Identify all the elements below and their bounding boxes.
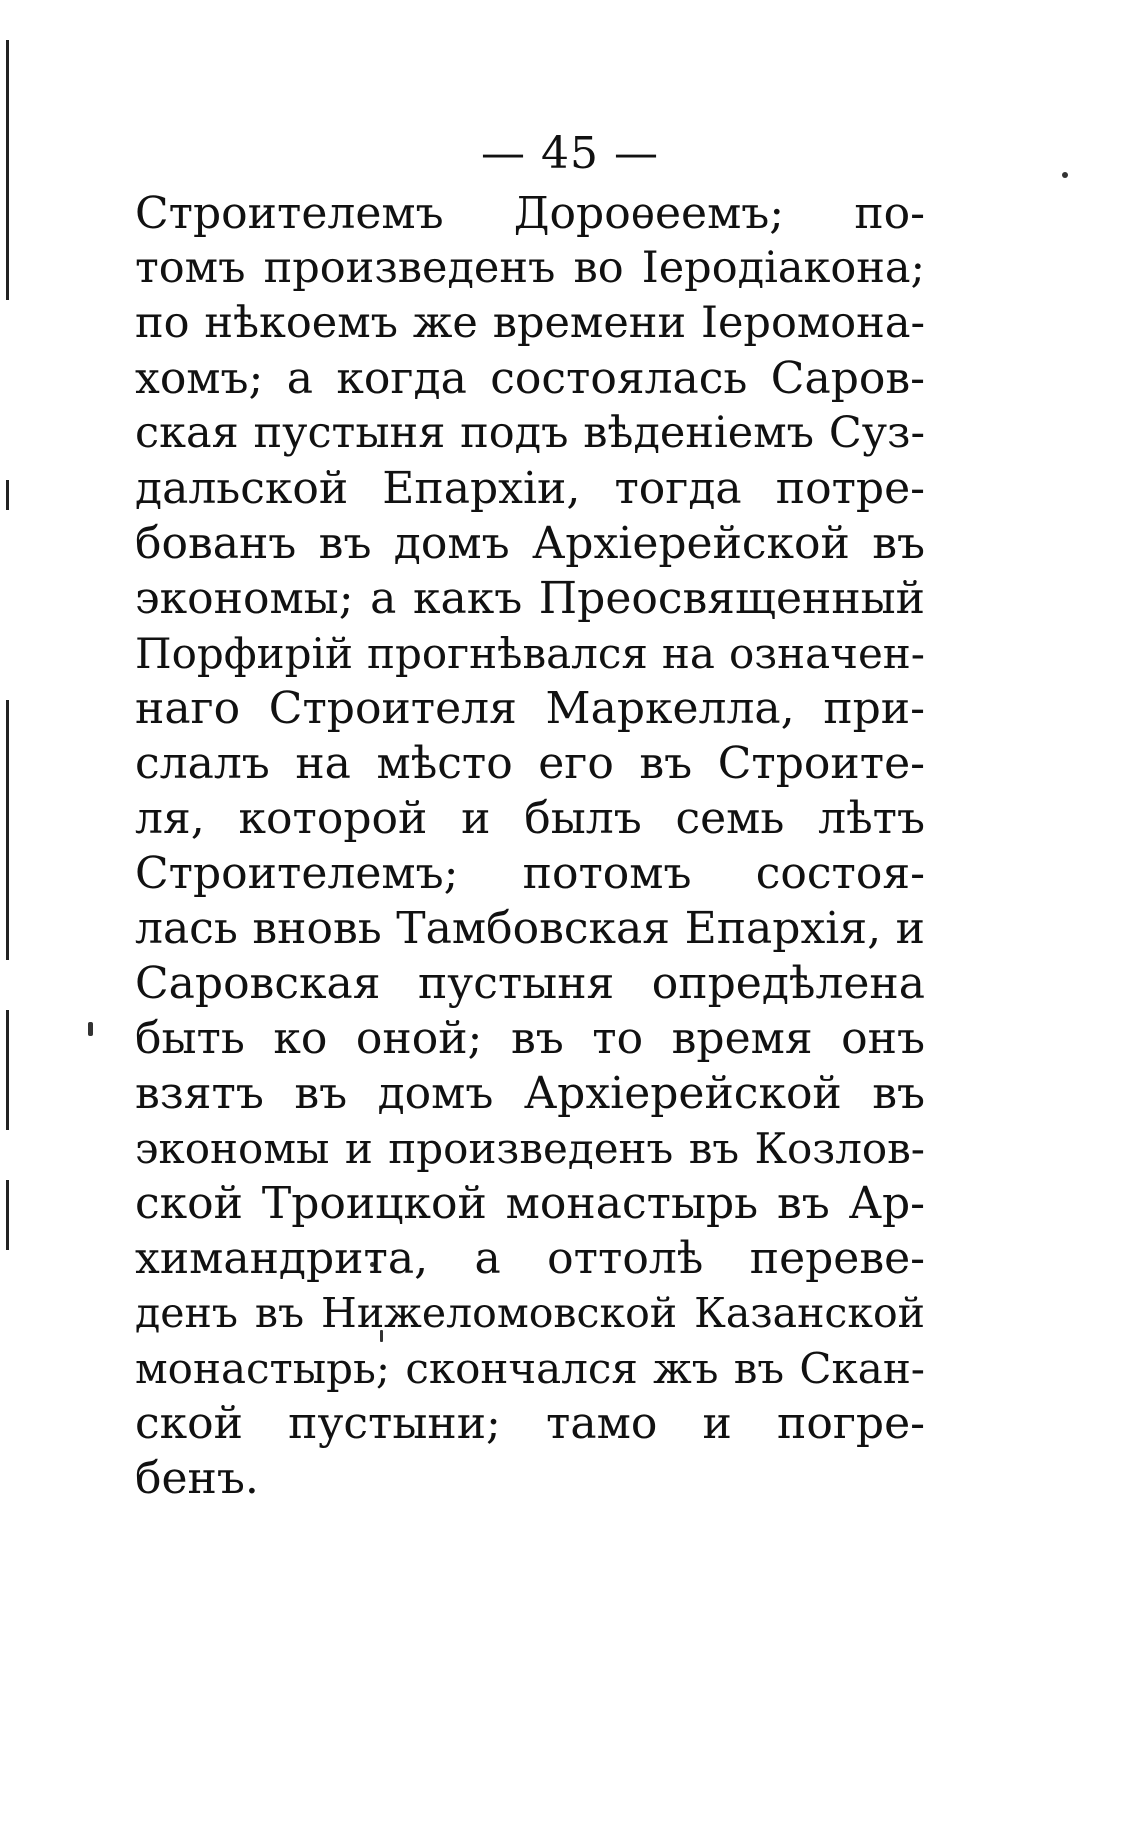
text-line: наго Строителя Маркелла, при- xyxy=(135,683,925,734)
text-line: ской пустыни; тамо и погре- xyxy=(135,1398,925,1449)
text-line: взятъ въ домъ Архіерейской въ xyxy=(135,1068,925,1119)
text-line: экономы и произведенъ въ Козлов- xyxy=(135,1124,925,1173)
page-number: — 45 — xyxy=(481,128,659,179)
page-text xyxy=(135,186,925,1506)
text-line: слалъ на мѣсто его въ Строите- xyxy=(135,738,925,789)
text-line: монастырь; скончался жъ въ Скан- xyxy=(135,1344,925,1393)
text-line: быть ко оной; въ то время онъ xyxy=(135,1013,925,1064)
text-line: лась вновь Тамбовская Епархія, и xyxy=(135,903,925,954)
text-line: Порфирій прогнѣвался на означен- xyxy=(135,629,925,678)
text-line: по нѣкоемъ же времени Іеромона- xyxy=(135,298,925,348)
left-margin-rule xyxy=(6,700,9,960)
text-line: Строителемъ Дороѳеемъ; по- xyxy=(135,188,925,239)
text-line: ской Троицкой монастырь въ Ар- xyxy=(135,1178,925,1229)
text-line: Строителемъ; потомъ состоя- xyxy=(135,848,925,899)
text-line: бенъ. xyxy=(135,1453,259,1504)
text-line: бованъ въ домъ Архіерейской въ xyxy=(135,518,925,569)
text-line: химандрита, а оттолѣ переве- xyxy=(135,1233,925,1284)
text-line: Саровская пустыня опредѣлена xyxy=(135,958,925,1009)
text-line: ская пустыня подъ вѣденіемъ Суз- xyxy=(135,408,925,458)
text-line: дальской Епархіи, тогда потре- xyxy=(135,463,925,514)
left-margin-rule xyxy=(6,1010,9,1130)
text-line: денъ въ Нижеломовской Казанской xyxy=(135,1289,925,1337)
text-line: ля, которой и былъ семь лѣтъ xyxy=(135,793,925,844)
text-line: томъ произведенъ во Іеродіакона; xyxy=(135,243,925,293)
left-margin-rule xyxy=(6,480,9,510)
ink-speck xyxy=(88,1022,93,1036)
text-line: хомъ; а когда состоялась Саров- xyxy=(135,353,925,404)
left-margin-rule xyxy=(6,1180,9,1250)
text-line: экономы; а какъ Преосвященный xyxy=(135,573,925,624)
